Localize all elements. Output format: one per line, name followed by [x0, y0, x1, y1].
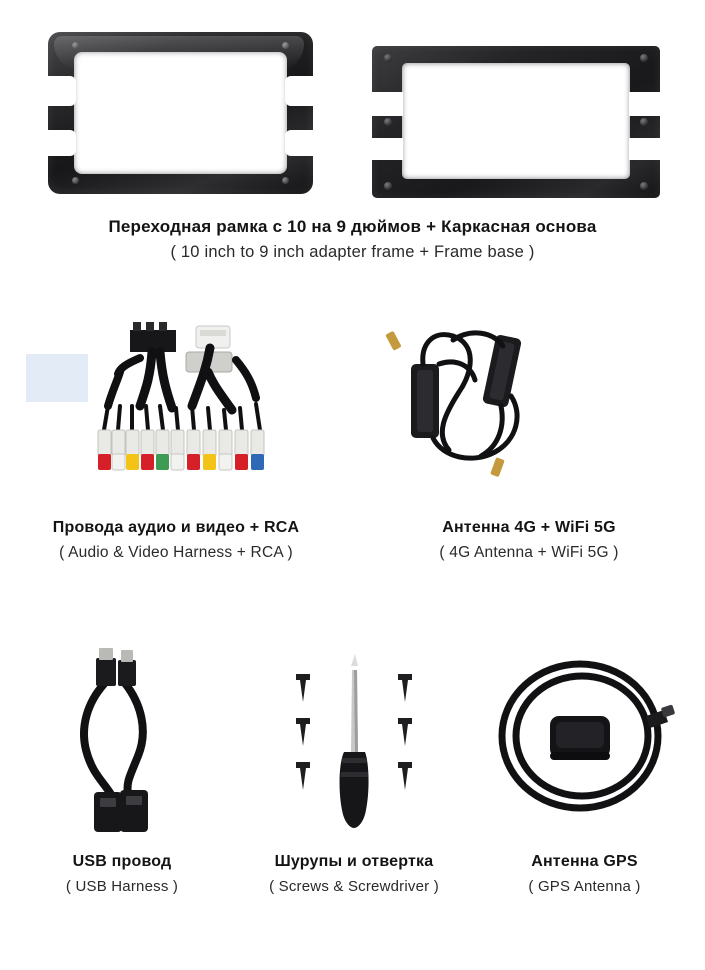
section-usb-screws-gps — [0, 640, 705, 960]
item-gps-antenna — [472, 640, 697, 960]
caption-en-antenna-4g: ( 4G Antenna + WiFi 5G ) — [439, 544, 619, 561]
frame-base-icon — [372, 46, 660, 198]
screws-captions — [238, 852, 470, 897]
gps-antenna-icon — [472, 640, 697, 845]
caption-ru-harness: Провода аудио и видео + RCA — [52, 519, 300, 536]
audio-video-harness-rca-icon — [0, 318, 352, 508]
caption-en-gps: ( GPS Antenna ) — [528, 878, 641, 895]
item-usb-cable — [8, 640, 236, 960]
frames-captions — [0, 216, 705, 264]
item-screws-screwdriver — [238, 640, 470, 960]
4g-wifi-antenna-icon — [353, 318, 705, 508]
caption-ru-antenna-4g: Антенна 4G + WiFi 5G — [442, 519, 616, 536]
usb-captions — [8, 852, 236, 897]
item-audio-video-harness — [0, 318, 352, 608]
caption-ru-screws: Шурупы и отвертка — [274, 853, 434, 870]
caption-en-harness: ( Audio & Video Harness + RCA ) — [59, 544, 293, 561]
adapter-frame-icon — [48, 32, 313, 194]
item-4g-wifi-antenna — [353, 318, 705, 608]
usb-cable-icon — [8, 640, 236, 845]
caption-ru-gps: Антенна GPS — [531, 853, 638, 870]
section-frames — [0, 0, 705, 300]
caption-ru-usb: USB провод — [72, 853, 172, 870]
section-harness-antenna — [0, 318, 705, 608]
gps-captions — [472, 852, 697, 897]
antenna-4g-captions — [353, 518, 705, 563]
caption-en-adapter-frame: ( 10 inch to 9 inch adapter frame + Frame base ) — [170, 243, 535, 262]
caption-en-usb: ( USB Harness ) — [65, 878, 179, 895]
frames-illustration-row — [0, 28, 705, 198]
caption-en-screws: ( Screws & Screwdriver ) — [269, 878, 439, 895]
caption-ru-adapter-frame: Переходная рамка с 10 на 9 дюймов + Каркасная основа — [108, 217, 597, 236]
screws-screwdriver-icon — [238, 640, 470, 845]
harness-captions — [0, 518, 352, 563]
